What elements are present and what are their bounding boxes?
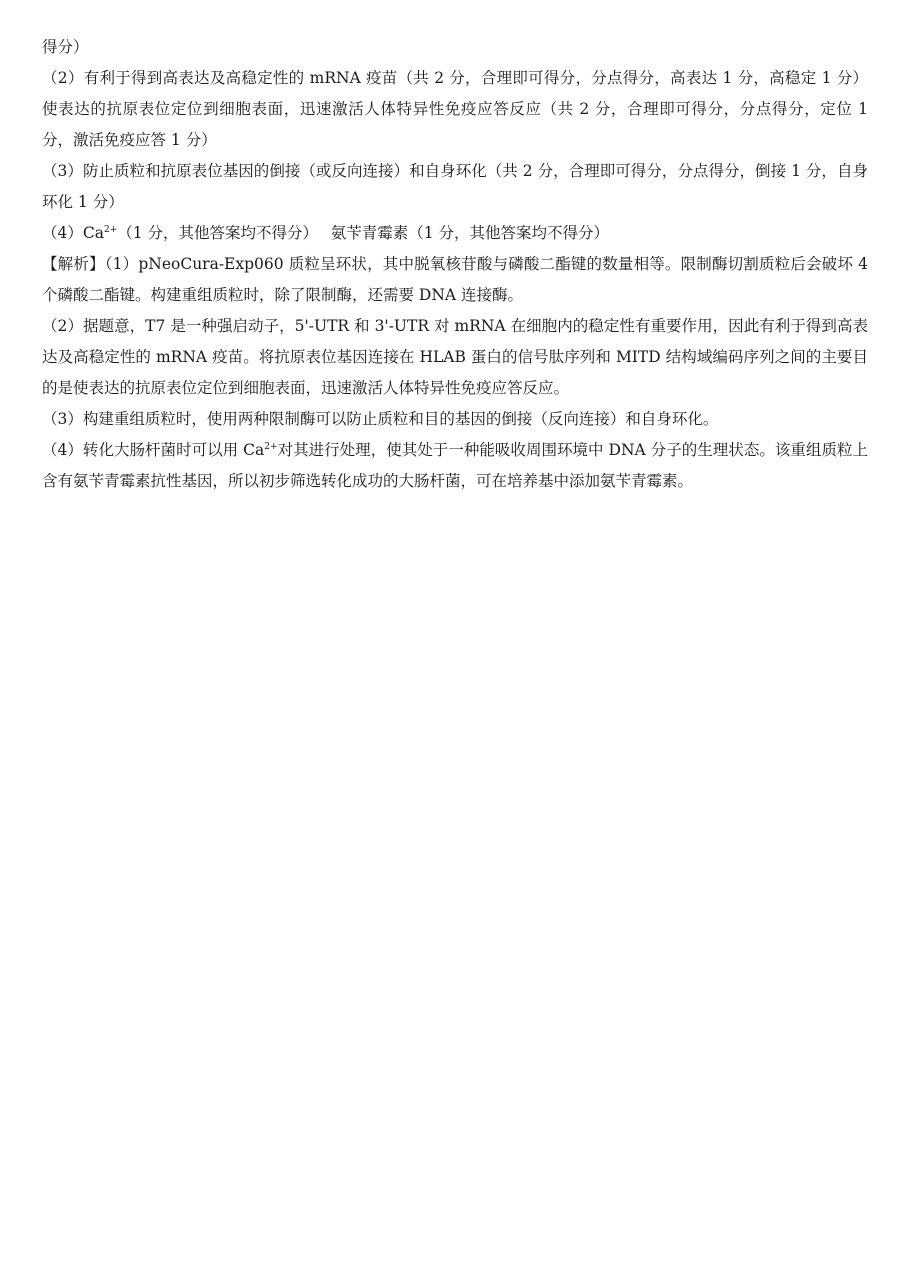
answer-4 [42, 218, 868, 249]
analysis-4-superscript: 2+ [264, 441, 278, 452]
analysis-4-rest: 对其进行处理，使其处于一种能吸收周围环境中 DNA 分子的生理状态。该重组质粒上含有氨苄青霉素抗性基因，所以初步筛选转化成功的大肠杆菌，可在培养基中添加氨苄青霉素。 [42, 441, 869, 490]
analysis-1 [42, 249, 868, 311]
answer-line-score: 得分） [42, 38, 89, 56]
answer-document [42, 32, 868, 497]
answer-4-superscript: 2+ [103, 224, 118, 235]
analysis-3: （3）构建重组质粒时，使用两种限制酶可以防止质粒和目的基因的倒接（反向连接）和自身环化。 [42, 410, 719, 428]
answer-4-rest: （1 分，其他答案均不得分） 氨苄青霉素（1 分，其他答案均不得分） [117, 224, 610, 242]
analysis-tag: 【解析】 [42, 255, 105, 273]
answer-2: （2）有利于得到高表达及高稳定性的 mRNA 疫苗（共 2 分，合理即可得分，分点得分，高表达 1 分，高稳定 1 分）使表达的抗原表位定位到细胞表面，迅速激活人体特异性免疫应答反应（共 2 分，合理即可得分，分点得分，定位 1 分，激活免疫应答 1 分） [42, 69, 868, 149]
analysis-2: （2）据题意，T7 是一种强启动子，5'-UTR 和 3'-UTR 对 mRNA 在细胞内的稳定性有重要作用，因此有利于得到高表达及高稳定性的 mRNA 疫苗。将抗原表位基因连接在 HLAB 蛋白的信号肽序列和 MITD 结构域编码序列之间的主要目的是使表达的抗原表位定位到细胞表面，迅速激活人体特异性免疫应答反应。 [42, 317, 868, 397]
analysis-4 [42, 435, 868, 497]
answer-4-text: （4）Ca [42, 224, 104, 242]
answer-3: （3）防止质粒和抗原表位基因的倒接（或反向连接）和自身环化（共 2 分，合理即可得分，分点得分，倒接 1 分，自身环化 1 分） [42, 162, 868, 211]
analysis-4-text: （4）转化大肠杆菌时可以用 Ca [42, 441, 265, 459]
analysis-1-text: （1）pNeoCura-Exp060 质粒呈环状，其中脱氧核苷酸与磷酸二酯键的数量相等。限制酶切割质粒后会破坏 4 个磷酸二酯键。构建重组质粒时，除了限制酶，还需要 DNA 连接酶。 [42, 255, 868, 304]
